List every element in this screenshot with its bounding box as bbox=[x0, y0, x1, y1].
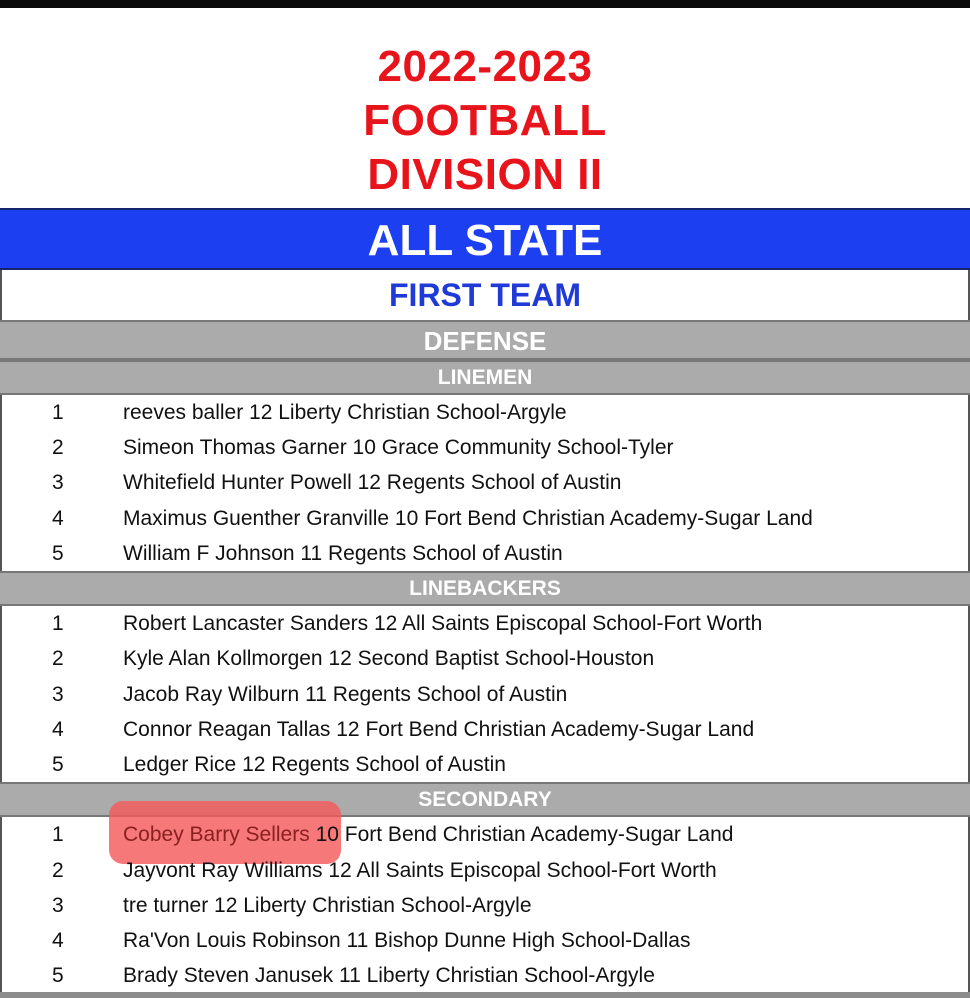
table-row bbox=[0, 677, 970, 712]
row-player: Robert Lancaster Sanders 12 All Saints Episcopal School-Fort Worth bbox=[123, 612, 763, 635]
next-section-edge bbox=[0, 992, 970, 998]
table-row bbox=[0, 501, 970, 536]
table-row bbox=[0, 606, 970, 641]
row-number: 1 bbox=[52, 401, 64, 424]
row-player-details: 10 Fort Bend Christian Academy-Sugar Land bbox=[309, 823, 734, 846]
table-row bbox=[0, 536, 970, 571]
row-number: 3 bbox=[52, 471, 64, 494]
table-row bbox=[0, 430, 970, 465]
row-number: 3 bbox=[52, 683, 64, 706]
table-row bbox=[0, 747, 970, 782]
row-player: Jayvont Ray Williams 12 All Saints Episcopal School-Fort Worth bbox=[123, 859, 717, 882]
title-block bbox=[0, 40, 970, 202]
row-player: Simeon Thomas Garner 10 Grace Community School-Tyler bbox=[123, 436, 674, 459]
table-row bbox=[0, 817, 970, 852]
row-number: 1 bbox=[52, 612, 64, 635]
row-number: 5 bbox=[52, 964, 64, 987]
section-heading-linemen: LINEMEN bbox=[0, 360, 970, 395]
table-row bbox=[0, 712, 970, 747]
row-number: 2 bbox=[52, 647, 64, 670]
top-bar bbox=[0, 0, 970, 8]
row-player: Brady Steven Janusek 11 Liberty Christian School-Argyle bbox=[123, 964, 655, 987]
highlighted-player-name: Cobey Barry Sellers bbox=[123, 823, 310, 846]
row-player: Whitefield Hunter Powell 12 Regents School of Austin bbox=[123, 471, 622, 494]
row-number: 2 bbox=[52, 436, 64, 459]
table-row bbox=[0, 395, 970, 430]
row-number: 5 bbox=[52, 542, 64, 565]
row-player: Jacob Ray Wilburn 11 Regents School of Austin bbox=[123, 683, 568, 706]
row-number: 4 bbox=[52, 718, 64, 741]
table-row bbox=[0, 465, 970, 500]
table-row bbox=[0, 888, 970, 923]
row-player bbox=[123, 817, 733, 852]
table-row bbox=[0, 853, 970, 888]
row-number: 2 bbox=[52, 859, 64, 882]
table-row bbox=[0, 958, 970, 993]
row-player: William F Johnson 11 Regents School of Austin bbox=[123, 542, 563, 565]
section-heading-linebackers: LINEBACKERS bbox=[0, 571, 970, 606]
unit-heading-defense: DEFENSE bbox=[0, 320, 970, 360]
row-number: 3 bbox=[52, 894, 64, 917]
row-player: Maximus Guenther Granville 10 Fort Bend Christian Academy-Sugar Land bbox=[123, 507, 813, 530]
table-row bbox=[0, 923, 970, 958]
row-number: 4 bbox=[52, 507, 64, 530]
row-player: Kyle Alan Kollmorgen 12 Second Baptist School-Houston bbox=[123, 647, 655, 670]
title-division: DIVISION II bbox=[367, 150, 603, 199]
title-year: 2022-2023 bbox=[377, 42, 593, 91]
row-player: reeves baller 12 Liberty Christian School-Argyle bbox=[123, 401, 567, 424]
row-player: Ledger Rice 12 Regents School of Austin bbox=[123, 753, 506, 776]
row-player: Connor Reagan Tallas 12 Fort Bend Christian Academy-Sugar Land bbox=[123, 718, 755, 741]
team-heading: FIRST TEAM bbox=[0, 270, 970, 320]
row-player: tre turner 12 Liberty Christian School-Argyle bbox=[123, 894, 532, 917]
row-number: 5 bbox=[52, 753, 64, 776]
section-heading-secondary: SECONDARY bbox=[0, 782, 970, 817]
title-sport: FOOTBALL bbox=[363, 96, 607, 145]
row-player: Ra'Von Louis Robinson 11 Bishop Dunne High School-Dallas bbox=[123, 929, 691, 952]
all-state-banner: ALL STATE bbox=[0, 208, 970, 270]
row-number: 4 bbox=[52, 929, 64, 952]
row-number: 1 bbox=[52, 823, 64, 846]
table-row bbox=[0, 641, 970, 676]
